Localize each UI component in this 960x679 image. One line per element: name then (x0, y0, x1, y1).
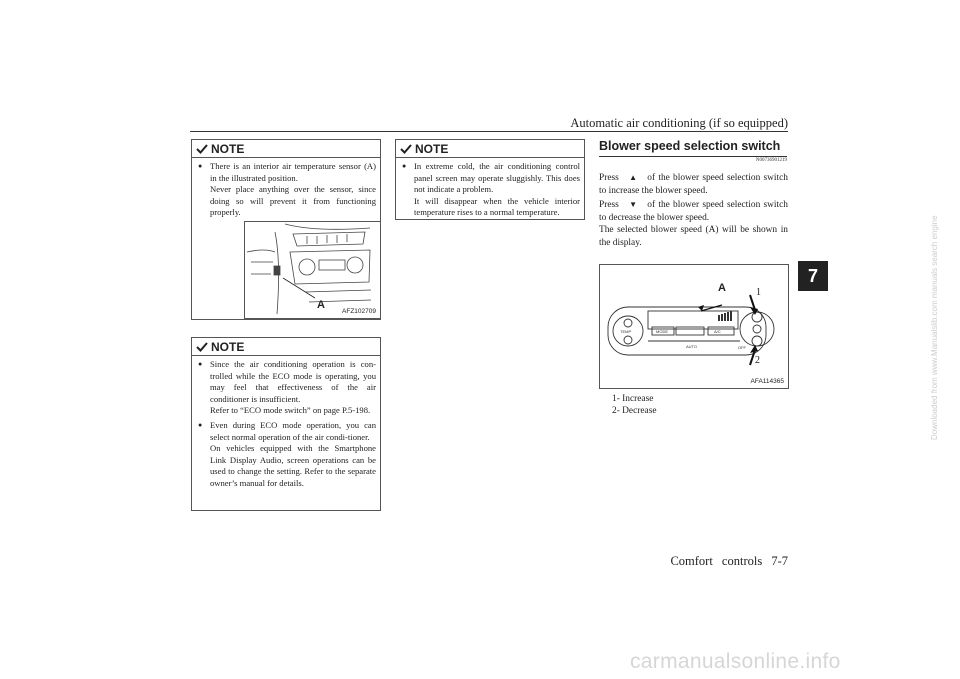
note-text: Never place anything over the sensor, since doing so will prevent it from functioning properly. (210, 184, 376, 218)
site-watermark: carmanualsonline.info (630, 650, 841, 673)
note-bullet (402, 161, 580, 219)
blower-up-arrow-icon: ▲ (629, 173, 637, 182)
note-text: Refer to “ECO mode switch” on page P.5-198. (210, 405, 371, 416)
press-text: Press (599, 200, 619, 210)
figure-code-label: AFA114365 (750, 378, 784, 385)
page-footer (600, 554, 788, 569)
note-check-icon (196, 144, 208, 154)
figure-code-label: AFZ102709 (342, 308, 376, 315)
note-check-icon (400, 144, 412, 154)
panel-temp-label: TEMP (620, 329, 632, 334)
climate-panel-illustration (600, 265, 788, 388)
decrease-marker: 2 (755, 355, 760, 366)
note-header (192, 140, 380, 158)
section-code: N00736901219 (755, 158, 787, 163)
side-watermark: Downloaded from www.Manualslib.com manuals search engine (930, 215, 939, 440)
note-bullet (198, 420, 376, 490)
press-text: Press (599, 173, 619, 183)
legend-decrease: 2- Decrease (612, 406, 657, 416)
note-bullet (198, 161, 376, 219)
note-text: ● There is an interior air temperature sensor (A) in the illustrated position. (210, 161, 376, 183)
instruction-text: of the blower speed selection switch to increase the blower speed. (599, 173, 788, 196)
note-box-cold (395, 139, 585, 220)
section-heading: Blower speed selection switch (599, 139, 787, 157)
note-text: It will disappear when the vehicle interior temperature rises to a normal temperature. (414, 195, 580, 218)
panel-off-label: OFF (738, 345, 746, 350)
blower-level-marker: A (718, 282, 726, 294)
note-text: ● In extreme cold, the air conditioning control panel screen may operate sluggishly. This does not indicate a problem. (414, 161, 580, 195)
instruction-text: of the blower speed selection switch to decrease the blower speed. (599, 200, 788, 223)
legend-increase: 1- Increase (612, 394, 654, 404)
footer-section-name: Comfort controls (670, 554, 763, 568)
note-box-eco (191, 337, 381, 511)
footer-page-number: 7-7 (771, 554, 788, 568)
blower-down-arrow-icon: ▼ (629, 200, 637, 209)
panel-mode-label: MODE (656, 329, 668, 334)
note-header (396, 140, 584, 158)
instruction-decrease (599, 199, 788, 249)
increase-marker: 1 (756, 287, 761, 298)
note-text: On vehicles equipped with the Smartphone Link Display Audio, screen operations can be used to change the setting. Refer to the separate owner’s manual for details. (210, 443, 376, 488)
note-bullet (198, 359, 376, 417)
note-text: ● Even during ECO mode operation, you can select normal operation of the air condi-tioner. (210, 419, 376, 442)
panel-auto-label: AUTO (686, 344, 698, 349)
note-check-icon (196, 342, 208, 352)
note-label: NOTE (211, 339, 245, 354)
control-panel-figure (599, 264, 789, 389)
instruction-increase (599, 172, 788, 197)
note-box-sensor (191, 139, 381, 320)
chapter-tab[interactable]: 7 (798, 261, 828, 291)
sensor-figure (244, 221, 381, 319)
instruction-text: The selected blower speed (A) will be shown in the display. (599, 225, 788, 248)
note-label: NOTE (415, 141, 449, 156)
dashboard-illustration (245, 222, 380, 318)
note-text: ● Since the air conditioning operation is con-trolled while the ECO mode is operating, you may feel that effectiveness of the air conditioner is insufficient. (210, 359, 376, 404)
note-header (192, 338, 380, 356)
sensor-marker-label: A (317, 299, 325, 311)
panel-ac-label: A/C (714, 329, 721, 334)
header-rule (190, 131, 788, 132)
page-header-title: Automatic air conditioning (if so equipped) (570, 116, 788, 130)
note-label: NOTE (211, 141, 245, 156)
